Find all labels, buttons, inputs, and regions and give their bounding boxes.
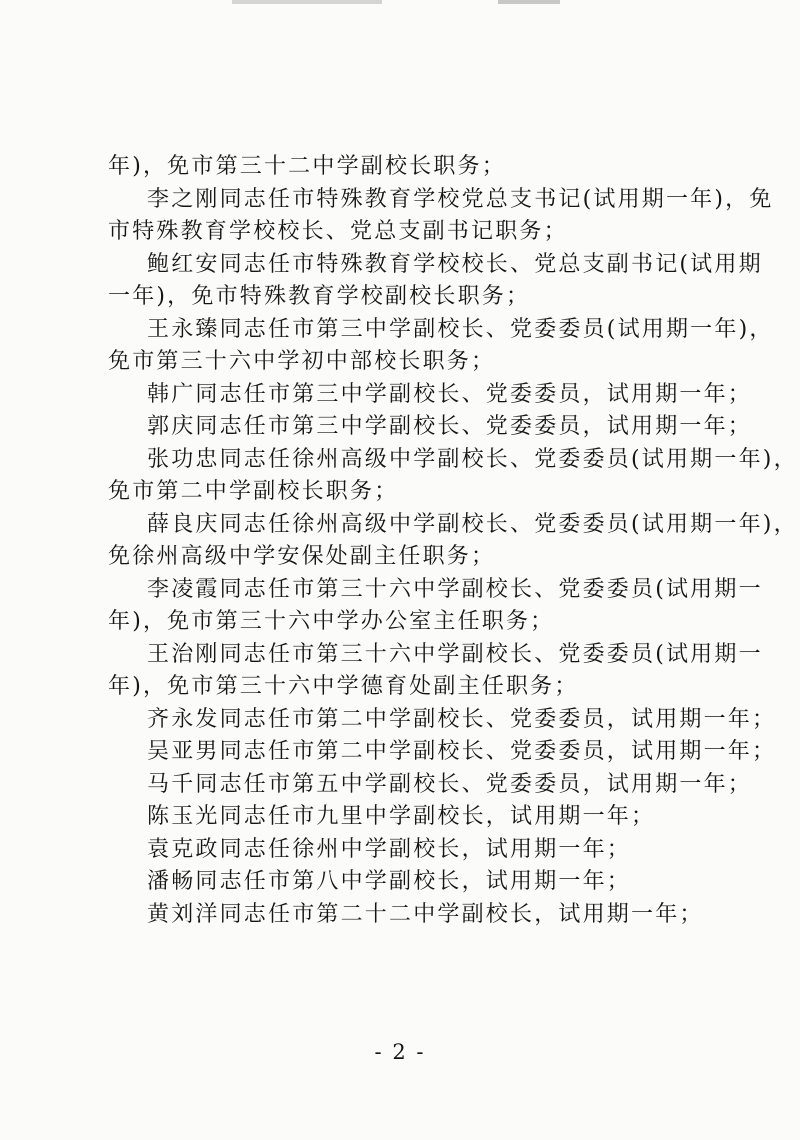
text-line: 袁克政同志任徐州中学副校长，试用期一年；: [147, 836, 632, 862]
text-line: 免市第三十六中学初中部校长职务；: [108, 349, 496, 374]
text-line: 马千同志任市第五中学副校长、党委委员，试用期一年；: [147, 771, 753, 797]
text-line: 市特殊教育学校校长、党总支副书记职务；: [108, 219, 568, 244]
text-line: 韩广同志任市第三中学副校长、党委委员，试用期一年；: [147, 381, 753, 407]
text-line: 年)，免市第三十六中学德育处副主任职务；: [108, 674, 579, 699]
text-line: 张功忠同志任徐州高级中学副校长、党委委员(试用期一年)，: [147, 446, 798, 472]
document-body: [108, 151, 798, 931]
text-line: 免徐州高级中学安保处副主任职务；: [108, 544, 496, 569]
text-line: 陈玉光同志任市九里中学副校长，试用期一年；: [147, 804, 656, 829]
text-line: 王永臻同志任市第三中学副校长、党委委员(试用期一年)，: [147, 316, 774, 342]
text-line: 免市第二中学副校长职务；: [108, 479, 399, 504]
text-line: 齐永发同志任市第二中学副校长、党委委员，试用期一年；: [147, 706, 777, 732]
page-number: - 2 -: [374, 1040, 426, 1064]
text-line: 一年)，免市特殊教育学校副校长职务；: [108, 284, 531, 309]
text-line: 李凌霞同志任市第三十六中学副校长、党委委员(试用期一: [147, 576, 763, 602]
text-line: 鲍红安同志任市特殊教育学校校长、党总支副书记(试用期: [147, 251, 763, 277]
text-line: 年)，免市第三十六中学办公室主任职务；: [108, 609, 555, 634]
text-line: 黄刘洋同志任市第二十二中学副校长，试用期一年；: [147, 901, 704, 927]
text-line: 李之刚同志任市特殊教育学校党总支书记(试用期一年)，免: [147, 186, 774, 212]
text-line: 年)，免市第三十二中学副校长职务；: [108, 154, 506, 179]
text-line: 王治刚同志任市第三十六中学副校长、党委委员(试用期一: [147, 641, 763, 667]
text-line: 薛良庆同志任徐州高级中学副校长、党委委员(试用期一年)，: [147, 511, 798, 537]
scan-edge-mark: [498, 0, 560, 4]
text-line: 吴亚男同志任市第二中学副校长、党委委员，试用期一年；: [147, 739, 777, 764]
scan-edge-mark: [232, 0, 382, 4]
text-line: 潘畅同志任市第八中学副校长，试用期一年；: [147, 869, 632, 894]
text-line: 郭庆同志任市第三中学副校长、党委委员，试用期一年；: [147, 414, 753, 439]
